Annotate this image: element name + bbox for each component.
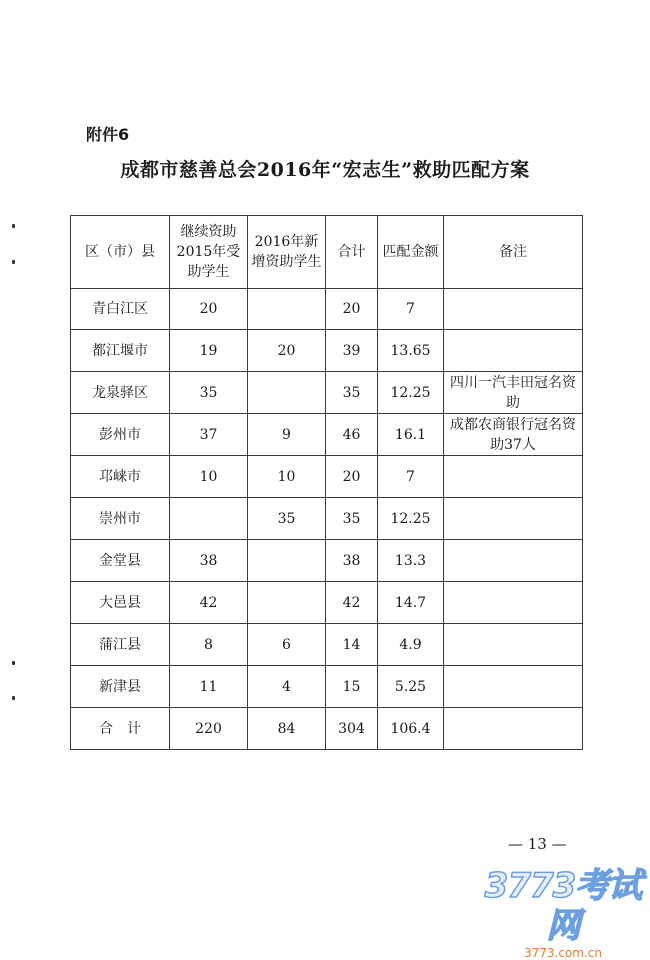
cell-remark bbox=[444, 456, 583, 498]
scan-mark bbox=[12, 260, 15, 264]
cell-amount: 4.9 bbox=[378, 624, 444, 666]
scan-mark bbox=[12, 661, 15, 665]
cell-district: 新津县 bbox=[71, 666, 170, 708]
cell-new bbox=[248, 540, 326, 582]
table-row bbox=[71, 582, 583, 624]
table-header-row bbox=[71, 216, 583, 289]
cell-total: 15 bbox=[326, 666, 378, 708]
cell-amount: 16.1 bbox=[378, 414, 444, 456]
cell-amount: 13.3 bbox=[378, 540, 444, 582]
cell-district: 金堂县 bbox=[71, 540, 170, 582]
cell-continuing: 35 bbox=[170, 372, 248, 414]
cell-new: 35 bbox=[248, 498, 326, 540]
cell-remark: 四川一汽丰田冠名资助 bbox=[444, 372, 583, 414]
table-row bbox=[71, 289, 583, 330]
cell-remark: 成都农商银行冠名资助37人 bbox=[444, 414, 583, 456]
cell-continuing: 220 bbox=[170, 708, 248, 750]
cell-continuing: 37 bbox=[170, 414, 248, 456]
cell-total: 42 bbox=[326, 582, 378, 624]
cell-district: 崇州市 bbox=[71, 498, 170, 540]
cell-total: 35 bbox=[326, 372, 378, 414]
table-row bbox=[71, 540, 583, 582]
table-total-row bbox=[71, 708, 583, 750]
cell-remark bbox=[444, 498, 583, 540]
cell-continuing: 8 bbox=[170, 624, 248, 666]
cell-district: 青白江区 bbox=[71, 289, 170, 330]
cell-total: 20 bbox=[326, 289, 378, 330]
cell-continuing: 38 bbox=[170, 540, 248, 582]
cell-remark bbox=[444, 582, 583, 624]
cell-total: 38 bbox=[326, 540, 378, 582]
cell-amount: 13.65 bbox=[378, 330, 444, 372]
cell-remark bbox=[444, 666, 583, 708]
cell-amount: 12.25 bbox=[378, 372, 444, 414]
cell-district: 大邑县 bbox=[71, 582, 170, 624]
watermark-url: 3773.com.cn bbox=[524, 946, 602, 960]
cell-remark bbox=[444, 540, 583, 582]
page-number: — 13 — bbox=[508, 835, 567, 853]
cell-continuing bbox=[170, 498, 248, 540]
cell-remark bbox=[444, 624, 583, 666]
cell-total: 304 bbox=[326, 708, 378, 750]
table-row bbox=[71, 372, 583, 414]
cell-amount: 12.25 bbox=[378, 498, 444, 540]
header-matching-amount: 匹配金额 bbox=[378, 216, 444, 289]
cell-amount: 14.7 bbox=[378, 582, 444, 624]
document-title: 成都市慈善总会2016年“宏志生”救助匹配方案 bbox=[120, 159, 530, 181]
matching-plan-table bbox=[70, 215, 583, 750]
cell-total: 20 bbox=[326, 456, 378, 498]
table-row bbox=[71, 498, 583, 540]
table-row bbox=[71, 456, 583, 498]
scan-mark bbox=[12, 224, 15, 228]
cell-total: 14 bbox=[326, 624, 378, 666]
cell-continuing: 42 bbox=[170, 582, 248, 624]
table-row bbox=[71, 330, 583, 372]
cell-district: 合 计 bbox=[71, 708, 170, 750]
cell-new: 10 bbox=[248, 456, 326, 498]
scan-mark bbox=[12, 696, 15, 700]
cell-new: 6 bbox=[248, 624, 326, 666]
cell-total: 46 bbox=[326, 414, 378, 456]
cell-district: 彭州市 bbox=[71, 414, 170, 456]
cell-amount: 7 bbox=[378, 289, 444, 330]
cell-district: 都江堰市 bbox=[71, 330, 170, 372]
cell-continuing: 11 bbox=[170, 666, 248, 708]
cell-district: 蒲江县 bbox=[71, 624, 170, 666]
cell-new bbox=[248, 582, 326, 624]
cell-continuing: 19 bbox=[170, 330, 248, 372]
cell-new bbox=[248, 372, 326, 414]
header-new-students: 2016年新增资助学生 bbox=[248, 216, 326, 289]
site-watermark bbox=[478, 866, 648, 960]
cell-remark bbox=[444, 708, 583, 750]
header-continuing-students: 继续资助2015年受助学生 bbox=[170, 216, 248, 289]
cell-new: 4 bbox=[248, 666, 326, 708]
cell-new: 20 bbox=[248, 330, 326, 372]
cell-district: 龙泉驿区 bbox=[71, 372, 170, 414]
cell-total: 35 bbox=[326, 498, 378, 540]
cell-amount: 106.4 bbox=[378, 708, 444, 750]
cell-new bbox=[248, 289, 326, 330]
cell-district: 邛崃市 bbox=[71, 456, 170, 498]
cell-continuing: 20 bbox=[170, 289, 248, 330]
cell-total: 39 bbox=[326, 330, 378, 372]
header-district: 区（市）县 bbox=[71, 216, 170, 289]
attachment-label: 附件6 bbox=[86, 125, 130, 144]
cell-remark bbox=[444, 289, 583, 330]
cell-new: 9 bbox=[248, 414, 326, 456]
cell-amount: 7 bbox=[378, 456, 444, 498]
cell-continuing: 10 bbox=[170, 456, 248, 498]
table-row bbox=[71, 624, 583, 666]
header-remark: 备注 bbox=[444, 216, 583, 289]
cell-new: 84 bbox=[248, 708, 326, 750]
cell-remark bbox=[444, 330, 583, 372]
table-row bbox=[71, 666, 583, 708]
watermark-logo: 3773考试网 bbox=[484, 866, 642, 946]
cell-amount: 5.25 bbox=[378, 666, 444, 708]
table-row bbox=[71, 414, 583, 456]
header-total: 合计 bbox=[326, 216, 378, 289]
